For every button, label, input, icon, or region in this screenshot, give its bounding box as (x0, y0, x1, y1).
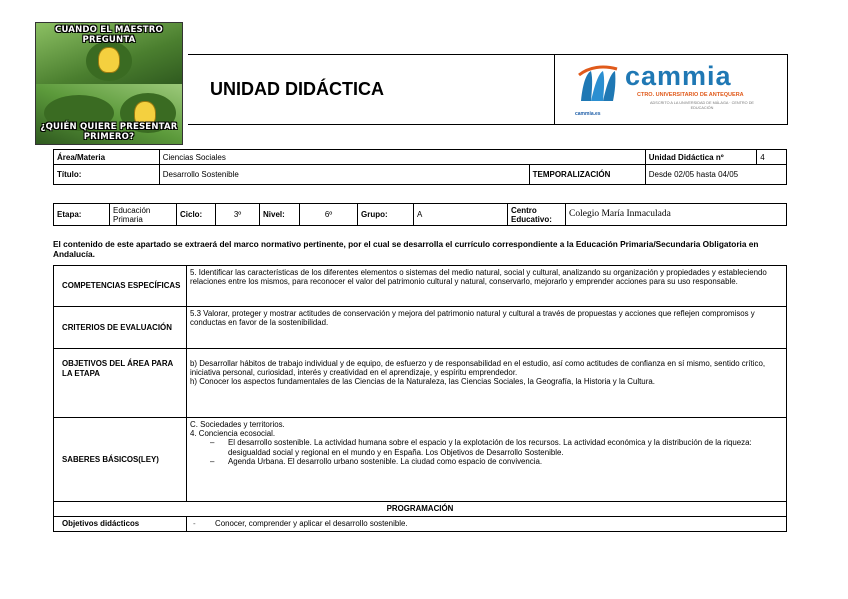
curriculum-table (53, 265, 787, 532)
objetivos-didacticos-cell (187, 517, 787, 532)
meme-image (35, 22, 183, 145)
objetivo-h: h) Conocer los aspectos fundamentales de las Ciencias de la Naturaleza, las Ciencias Sociales, la Geografía, la Historia y la Cultura. (190, 377, 655, 387)
meme-caption-bottom-2: PRIMERO? (83, 132, 135, 142)
saberes-4: 4. Conciencia ecosocial. (190, 429, 276, 439)
grupo-value: A (414, 204, 508, 226)
saberes-c: C. Sociedades y territorios. (190, 420, 285, 429)
saberes-item: – Agenda Urbana. El desarrollo urbano sostenible. La ciudad como espacio de convivencia. (210, 457, 783, 466)
unidad-value: 4 (757, 150, 787, 165)
centro-value: Colegio María Inmaculada (566, 204, 787, 226)
area-label: Área/Materia (54, 150, 160, 165)
row-competencias (54, 266, 787, 307)
competencias-text: 5. Identificar las características de los diferentes elementos o sistemas del medio natural, social y cultural, analizando su organización y propiedades y estableciendo relaciones entre los mismos, para reconocer el valor del patrimonio cultural y natural, conservarlo, mejorarlo y emprender acciones para su uso responsable. (187, 266, 787, 307)
competencias-label: COMPETENCIAS ESPECÍFICAS (54, 266, 187, 307)
meme-caption-bottom-1: ¿QUIÉN QUIERE PRESENTAR (40, 122, 178, 132)
meme-homer-top (98, 47, 120, 73)
programacion-header: PROGRAMACIÓN (54, 502, 787, 517)
ciclo-value: 3º (216, 204, 260, 226)
titulo-label: Título: (54, 165, 160, 185)
title-box (188, 54, 554, 125)
objetivos-label: OBJETIVOS DEL ÁREA PARA LA ETAPA (54, 349, 187, 418)
etapa-label: Etapa: (54, 204, 110, 226)
logo-name: cammia (625, 61, 732, 91)
logo-tagline: ADSCRITO A LA UNIVERSIDAD DE MÁLAGA · CENTRO DE EDUCACIÓN (650, 101, 754, 110)
logo-box (554, 54, 788, 125)
saberes-label: SABERES BÁSICOS(LEY) (54, 418, 187, 502)
row-objetivos-didacticos (54, 517, 787, 532)
titulo-value: Desarrollo Sostenible (159, 165, 529, 185)
criterios-text: 5.3 Valorar, proteger y mostrar actitudes de conservación y mejora del patrimonio natural y cultural a través de propuestas y acciones que reflejen compromisos y conductas en favor de la sostenibilidad. (187, 307, 787, 349)
temporalizacion-value: Desde 02/05 hasta 04/05 (645, 165, 786, 185)
unidad-label: Unidad Didáctica nº (645, 150, 757, 165)
nivel-label: Nivel: (260, 204, 300, 226)
logo-subtitle: CTRO. UNIVERSITARIO DE ANTEQUERA (637, 92, 744, 98)
page-title: UNIDAD DIDÁCTICA (210, 79, 384, 99)
row-programacion (54, 502, 787, 517)
objetivos-cell (187, 349, 787, 418)
ciclo-label: Ciclo: (177, 204, 216, 226)
nivel-value: 6º (300, 204, 358, 226)
meme-caption-top: CUANDO EL MAESTRO PREGUNTA (55, 25, 163, 45)
cammia-m-icon (577, 61, 619, 111)
normative-note: El contenido de este apartado se extraerá del marco normativo pertinente, por el cual se desarrolla el currículo correspondiente a la Educación Primaria/Secundaria Obligatoria en Andalucía. (53, 239, 759, 259)
area-value: Ciencias Sociales (159, 150, 645, 165)
centro-label: Centro Educativo: (508, 204, 566, 226)
row-objetivos (54, 349, 787, 418)
objetivos-didacticos-label: Objetivos didácticos (54, 517, 187, 532)
saberes-cell (187, 418, 787, 502)
saberes-item: – El desarrollo sostenible. La actividad humana sobre el espacio y la explotación de los recursos. La actividad económica y la distribución de la riqueza: desigualdad social y regional en el mundo y en España. Los Objetivos de Desarrollo Sostenible. (210, 438, 783, 456)
objetivo-didactico-item (190, 519, 783, 528)
temporalizacion-label: TEMPORALIZACIÓN (529, 165, 645, 185)
logo-site: cammia.es (575, 111, 601, 117)
info-table (53, 149, 787, 185)
saberes-list (190, 438, 783, 466)
etapa-table (53, 203, 787, 226)
objetivo-b: b) Desarrollar hábitos de trabajo individual y de equipo, de esfuerzo y de responsabilidad en el estudio, así como actitudes de confianza en sí mismo, sentido crítico, iniciativa personal, curiosidad, interés y creatividad en el aprendizaje, y espíritu emprendedor. (190, 359, 766, 378)
row-criterios (54, 307, 787, 349)
criterios-label: CRITERIOS DE EVALUACIÓN (54, 307, 187, 349)
etapa-value: Educación Primaria (110, 204, 177, 226)
grupo-label: Grupo: (358, 204, 414, 226)
objetivo-didactico-text: Conocer, comprender y aplicar el desarrollo sostenible. (215, 519, 408, 529)
row-saberes (54, 418, 787, 502)
meme-caption-bottom (36, 122, 182, 142)
